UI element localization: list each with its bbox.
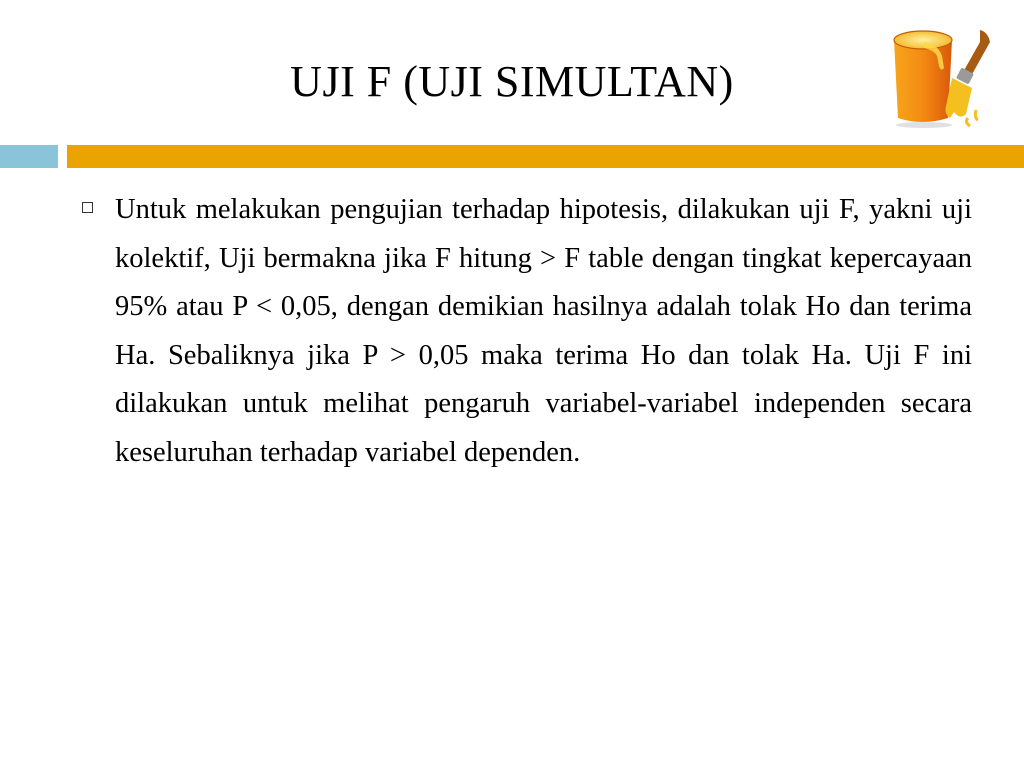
paint-bucket-brush-icon	[884, 22, 1010, 130]
square-bullet-icon	[82, 202, 93, 213]
accent-bar-main	[67, 145, 1024, 168]
accent-bar-left	[0, 145, 58, 168]
slide-content	[82, 186, 972, 477]
slide-title: UJI F (UJI SIMULTAN)	[290, 57, 734, 106]
bullet-text: Untuk melakukan pengujian terhadap hipotesis, dilakukan uji F, yakni uji kolektif, Uji bermakna jika F hitung > F table dengan tingkat kepercayaan 95% atau P < 0,05, dengan demikian hasilnya adalah tolak Ho dan terima Ha. Sebaliknya jika P > 0,05 maka terima Ho dan tolak Ha. Uji F ini dilakukan untuk melihat pengaruh variabel-variabel independen secara keseluruhan terhadap variabel dependen.	[115, 194, 972, 468]
list-item	[82, 186, 972, 477]
